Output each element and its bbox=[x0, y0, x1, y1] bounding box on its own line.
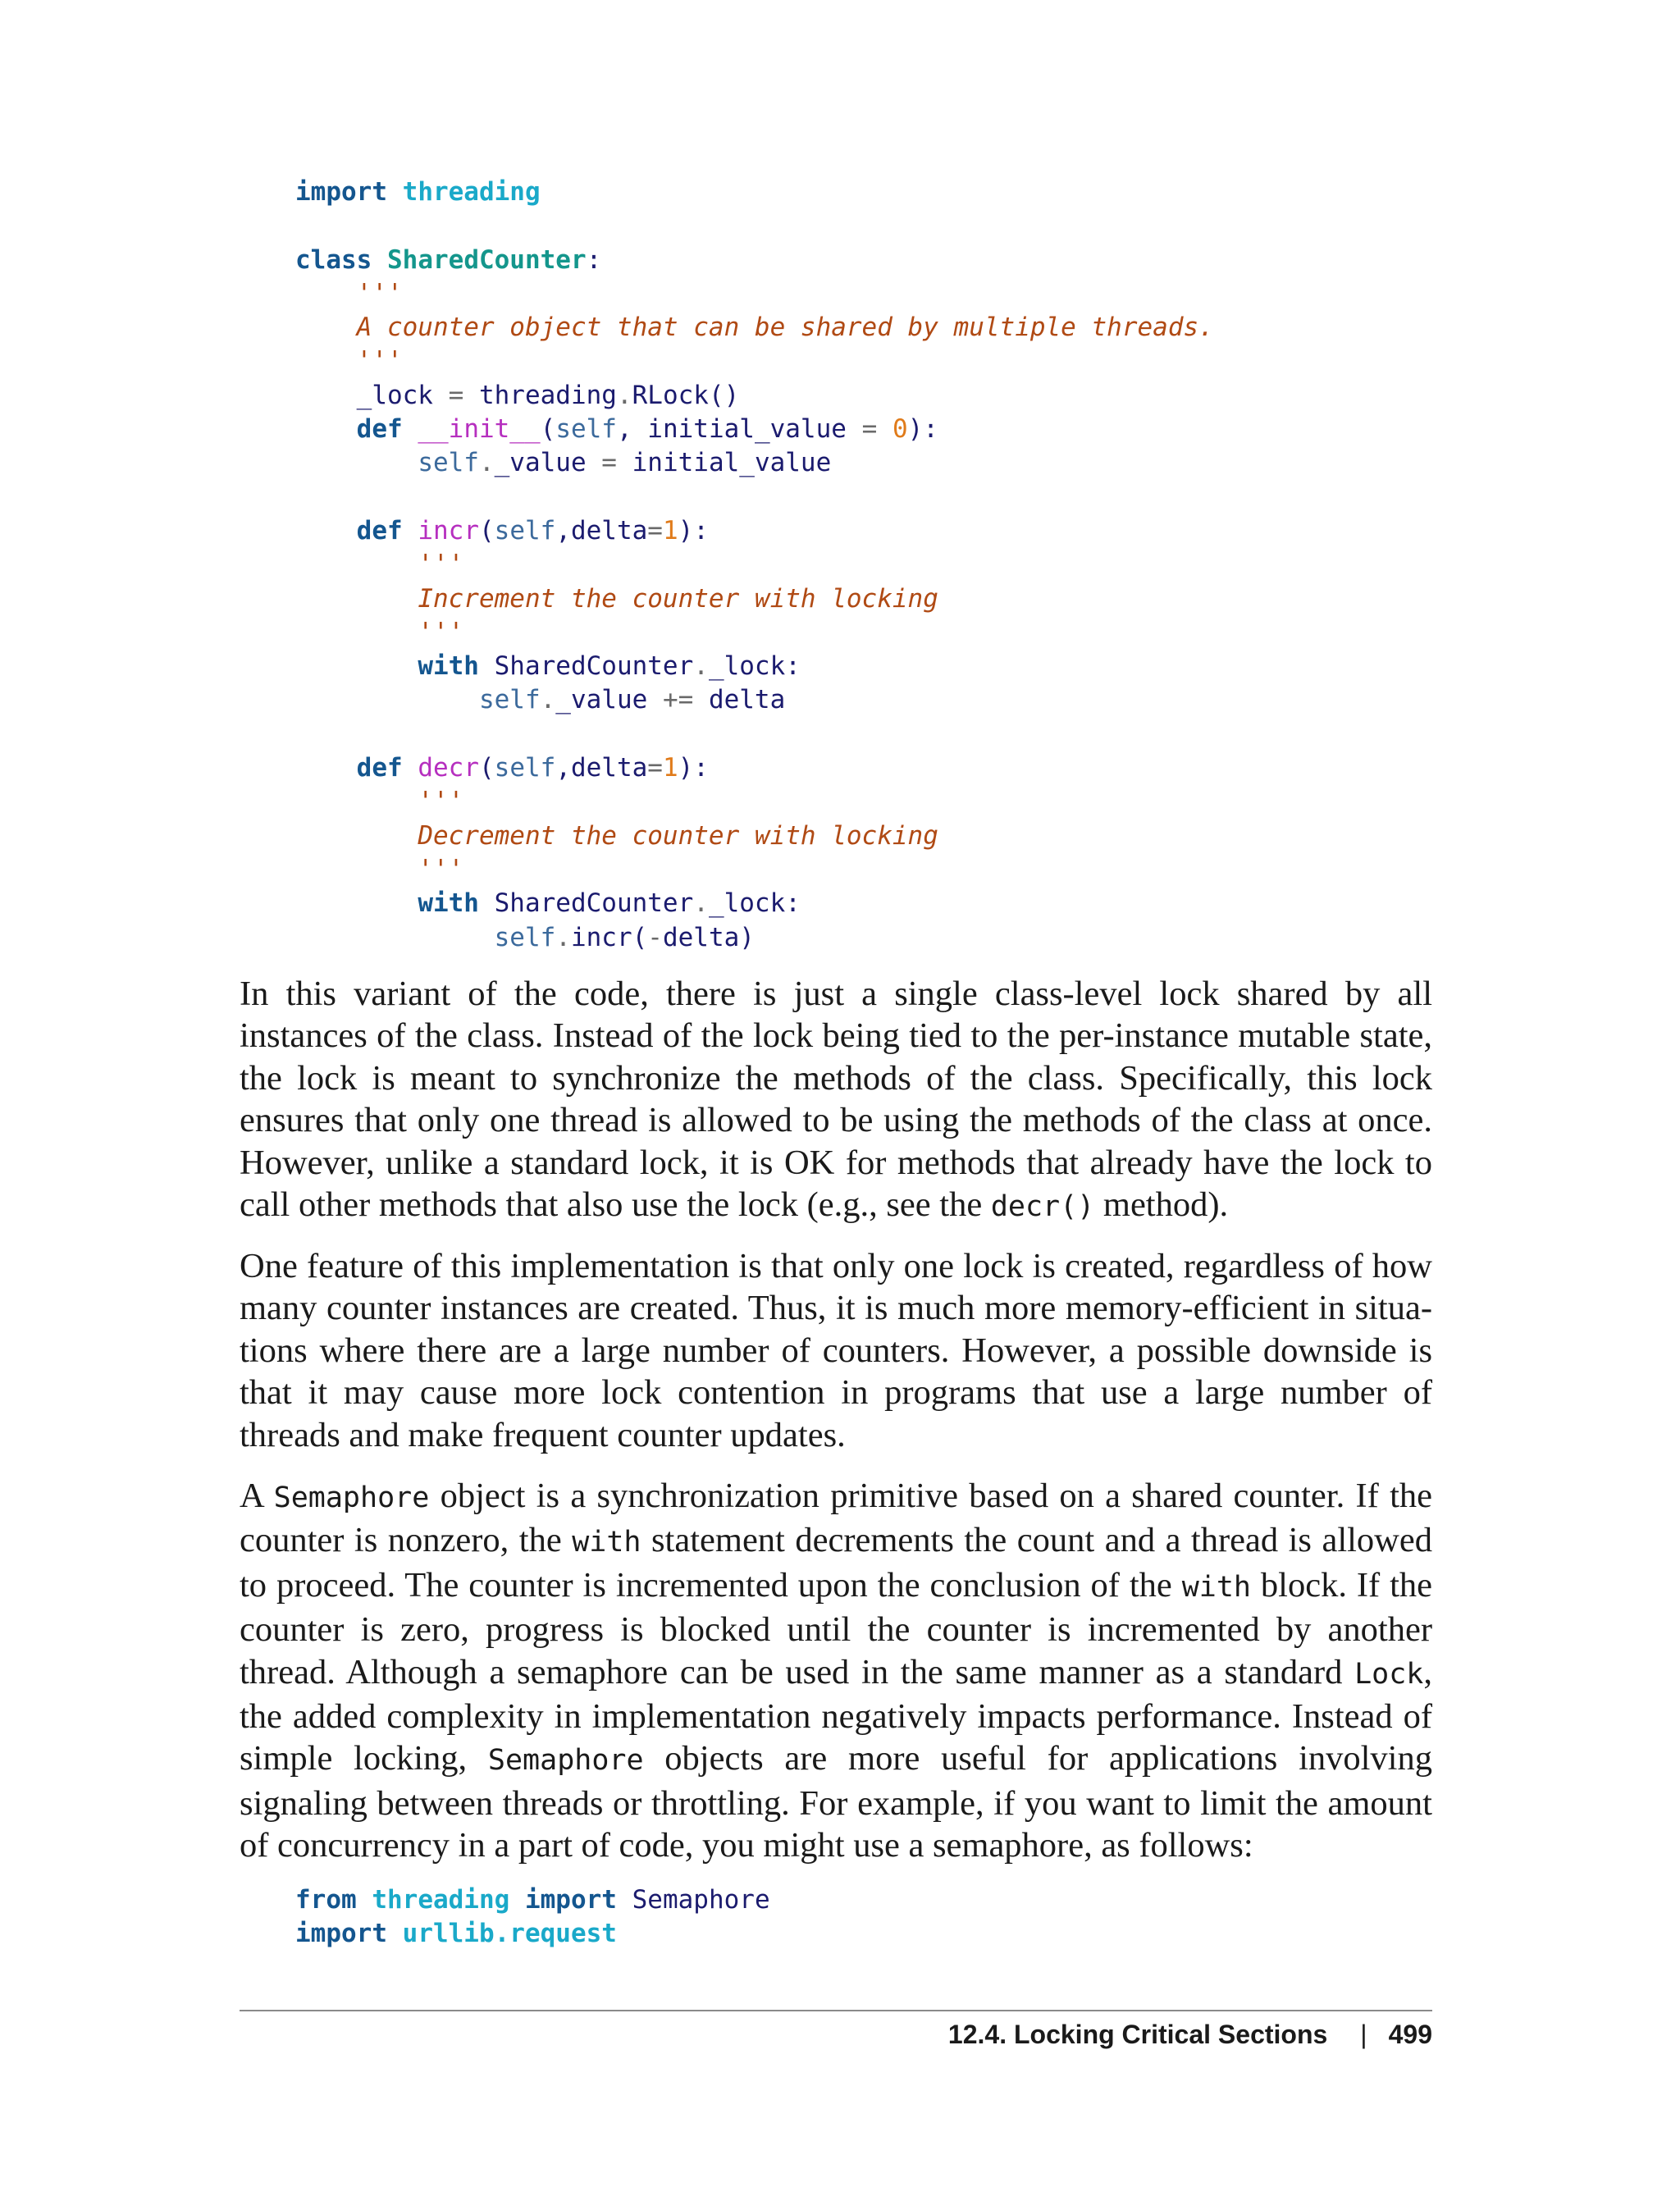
inline-code: Lock bbox=[1354, 1657, 1424, 1691]
code-token: ,delta bbox=[555, 753, 648, 783]
code-token bbox=[357, 1885, 372, 1915]
page-number: 499 bbox=[1388, 2020, 1432, 2049]
code-token: _lock bbox=[295, 380, 449, 410]
code-token: . bbox=[693, 888, 709, 919]
page-footer bbox=[948, 2020, 1432, 2050]
code-token: def bbox=[356, 414, 403, 445]
code-token: : bbox=[586, 244, 602, 275]
code-token: threading bbox=[372, 1885, 510, 1915]
code-block-2-line bbox=[295, 1883, 770, 1917]
code-token bbox=[295, 787, 418, 816]
code-token: Semaphore bbox=[616, 1885, 770, 1915]
code-token: _value bbox=[555, 685, 663, 715]
footer-rule bbox=[240, 2010, 1432, 2011]
code-token: def bbox=[356, 515, 403, 546]
text-run: , the added complexity in implementation negatively impacts performance. Instead of simple locking, bbox=[240, 1652, 1432, 1778]
code-block-1-line bbox=[295, 311, 1214, 345]
code-token: _lock: bbox=[708, 888, 801, 919]
code-block-1-line bbox=[295, 853, 1214, 887]
text-run: A bbox=[240, 1477, 274, 1515]
code-token bbox=[295, 346, 357, 376]
code-token: with bbox=[418, 888, 479, 919]
code-token: . bbox=[478, 448, 495, 478]
code-token: self bbox=[494, 515, 556, 546]
code-token: ''' bbox=[418, 854, 464, 884]
code-token: import bbox=[295, 1919, 387, 1949]
code-token: initial_value bbox=[616, 448, 832, 478]
code-block-1-line bbox=[295, 514, 1214, 548]
code-token bbox=[372, 245, 387, 275]
code-token: SharedCounter bbox=[478, 888, 694, 919]
code-token bbox=[295, 821, 418, 851]
code-token: ): bbox=[678, 515, 709, 546]
code-token: SharedCounter bbox=[478, 651, 694, 682]
code-block-1-line bbox=[295, 751, 1214, 785]
inline-code: Semaphore bbox=[487, 1744, 644, 1778]
code-token: = bbox=[448, 380, 464, 410]
code-token: = bbox=[647, 753, 663, 783]
code-block-semaphore-import bbox=[295, 1883, 770, 1952]
code-token: . bbox=[693, 651, 709, 682]
code-token: ''' bbox=[418, 550, 464, 580]
code-token: A counter object that can be shared by multiple threads. bbox=[356, 313, 1214, 343]
code-block-1-line bbox=[295, 785, 1214, 819]
code-block-1-line bbox=[295, 176, 1214, 209]
code-token bbox=[295, 888, 418, 918]
code-block-1-line bbox=[295, 616, 1214, 650]
code-token bbox=[387, 1919, 403, 1948]
code-token: ( bbox=[478, 515, 495, 546]
code-token: - bbox=[647, 922, 663, 952]
code-token: , initial_value bbox=[616, 414, 862, 445]
code-token bbox=[295, 685, 479, 714]
code-token: 1 bbox=[662, 515, 678, 546]
code-block-1-line bbox=[295, 921, 1214, 955]
code-token bbox=[295, 550, 418, 579]
code-block-1-line bbox=[295, 244, 1214, 277]
text-run: statement decrements the count and a thread is allowed to proceed. The counter is incremented upon the conclusion of the bbox=[240, 1521, 1432, 1605]
code-block-1-line bbox=[295, 481, 1214, 514]
code-token: decr bbox=[418, 753, 479, 783]
code-token: _value bbox=[494, 448, 602, 478]
code-token: ''' bbox=[418, 617, 464, 647]
code-token bbox=[295, 313, 357, 342]
code-token bbox=[295, 516, 357, 546]
code-token: delta bbox=[693, 685, 786, 715]
code-block-1-line bbox=[295, 277, 1214, 311]
code-token: Increment the counter with locking bbox=[418, 583, 938, 614]
code-token: . bbox=[616, 380, 632, 410]
code-token: += bbox=[662, 685, 694, 715]
code-block-1-line bbox=[295, 582, 1214, 616]
code-token: = bbox=[647, 515, 663, 546]
inline-code: Semaphore bbox=[273, 1481, 430, 1514]
code-token bbox=[295, 618, 418, 647]
code-token bbox=[403, 753, 418, 783]
code-token: threading bbox=[402, 177, 541, 207]
text-run: object is a synchronization primitive based on a shared counter. If the counter is nonzero, the bbox=[240, 1477, 1432, 1560]
code-block-1-line bbox=[295, 887, 1214, 920]
code-token bbox=[295, 923, 495, 952]
code-block-1-line bbox=[295, 379, 1214, 413]
code-token: incr bbox=[418, 515, 479, 546]
code-block-shared-counter bbox=[295, 176, 1214, 955]
code-block-1-line bbox=[295, 819, 1214, 853]
code-block-1-line bbox=[295, 345, 1214, 378]
paragraph-class-level-lock bbox=[240, 973, 1432, 1228]
inline-code: with bbox=[572, 1526, 641, 1559]
code-token: urllib.request bbox=[402, 1919, 617, 1949]
code-token: self bbox=[494, 922, 556, 952]
code-token: self bbox=[494, 753, 556, 783]
code-token bbox=[295, 414, 357, 444]
text-run: In this variant of the code, there is just a single class-level lock shared by all instances of the class. Instead of the lock being tied to the per-instance mutable state, the lock is meant to synchronize the methods of the class. Specifically, this lock ensures that only one thread is allowed to be using the methods of the class at once. However, unlike a standard lock, it is OK for methods that already have the lock to call other methods that also use the lock (e.g., see the bbox=[240, 975, 1432, 1225]
inline-code: decr() bbox=[990, 1190, 1095, 1224]
code-token: . bbox=[540, 685, 556, 715]
code-block-1-line bbox=[295, 683, 1214, 717]
inline-code: with bbox=[1181, 1570, 1251, 1604]
code-token: class bbox=[295, 244, 372, 275]
code-token bbox=[877, 414, 892, 444]
code-token bbox=[295, 584, 418, 614]
code-block-1-line bbox=[295, 718, 1214, 751]
code-token: self bbox=[555, 414, 617, 445]
code-block-1-line bbox=[295, 446, 1214, 480]
code-token: . bbox=[555, 922, 571, 952]
code-token: ''' bbox=[418, 787, 464, 817]
code-token bbox=[295, 448, 418, 477]
code-block-2-line bbox=[295, 1917, 770, 1951]
code-token: self bbox=[418, 448, 479, 478]
code-token: SharedCounter bbox=[387, 244, 587, 275]
code-token: ''' bbox=[356, 346, 403, 377]
code-block-1-line bbox=[295, 209, 1214, 243]
code-token: ''' bbox=[356, 278, 403, 308]
text-run: method). bbox=[1094, 1185, 1229, 1225]
code-token bbox=[403, 516, 418, 546]
code-token: ( bbox=[540, 414, 556, 445]
code-token: delta) bbox=[662, 922, 755, 952]
paragraph-memory-efficiency bbox=[240, 1245, 1432, 1456]
code-token: incr( bbox=[570, 922, 648, 952]
code-token bbox=[295, 753, 357, 783]
code-block-1-line bbox=[295, 413, 1214, 446]
text-run: objects are more useful for applications involving signaling between threads or throttling. For example, if you want to limit the amount of concurrency in a part of code, you might use a semaphore, as follows: bbox=[240, 1739, 1432, 1865]
code-token: = bbox=[861, 414, 878, 445]
code-block-1-line bbox=[295, 650, 1214, 683]
code-token: ,delta bbox=[555, 515, 648, 546]
code-token: = bbox=[601, 448, 617, 478]
code-token: self bbox=[478, 685, 541, 715]
code-token bbox=[509, 1885, 525, 1915]
code-token bbox=[295, 651, 418, 681]
code-token bbox=[295, 855, 418, 884]
code-token: from bbox=[295, 1885, 357, 1915]
code-token: _lock: bbox=[708, 651, 801, 682]
code-token bbox=[295, 279, 357, 308]
text-run: block. If the counter is zero, progress is blocked until the counter is incremented by another thread. Although a semaphore can be used in the same manner as a standard bbox=[240, 1565, 1432, 1691]
code-token: ): bbox=[907, 414, 938, 445]
paragraph-semaphore bbox=[240, 1475, 1432, 1867]
code-block-1-line bbox=[295, 548, 1214, 582]
code-token: ): bbox=[678, 753, 709, 783]
code-token: threading bbox=[463, 380, 617, 410]
code-token: Decrement the counter with locking bbox=[418, 820, 938, 851]
code-token: 0 bbox=[892, 414, 908, 445]
code-token bbox=[387, 177, 403, 207]
code-token: import bbox=[295, 177, 387, 207]
code-token: import bbox=[524, 1885, 617, 1915]
code-token: ( bbox=[478, 753, 495, 783]
code-token bbox=[403, 414, 418, 444]
code-token: __init__ bbox=[418, 414, 541, 445]
code-token: 1 bbox=[662, 753, 678, 783]
footer-section-title: 12.4. Locking Critical Sections bbox=[947, 2020, 1328, 2049]
code-token: RLock() bbox=[632, 380, 740, 410]
text-run: One feature of this implementation is that only one lock is created, regardless of how many counter instances are created. Thus, it is much more memory-efficient in situations where there are a large number of counters. However, a possible downside is that it may cause more lock contention in programs that use a large number of threads and make frequent counter updates. bbox=[240, 1247, 1432, 1454]
code-token: def bbox=[356, 753, 403, 783]
footer-separator: | bbox=[1360, 2020, 1367, 2049]
code-token: with bbox=[418, 651, 479, 682]
